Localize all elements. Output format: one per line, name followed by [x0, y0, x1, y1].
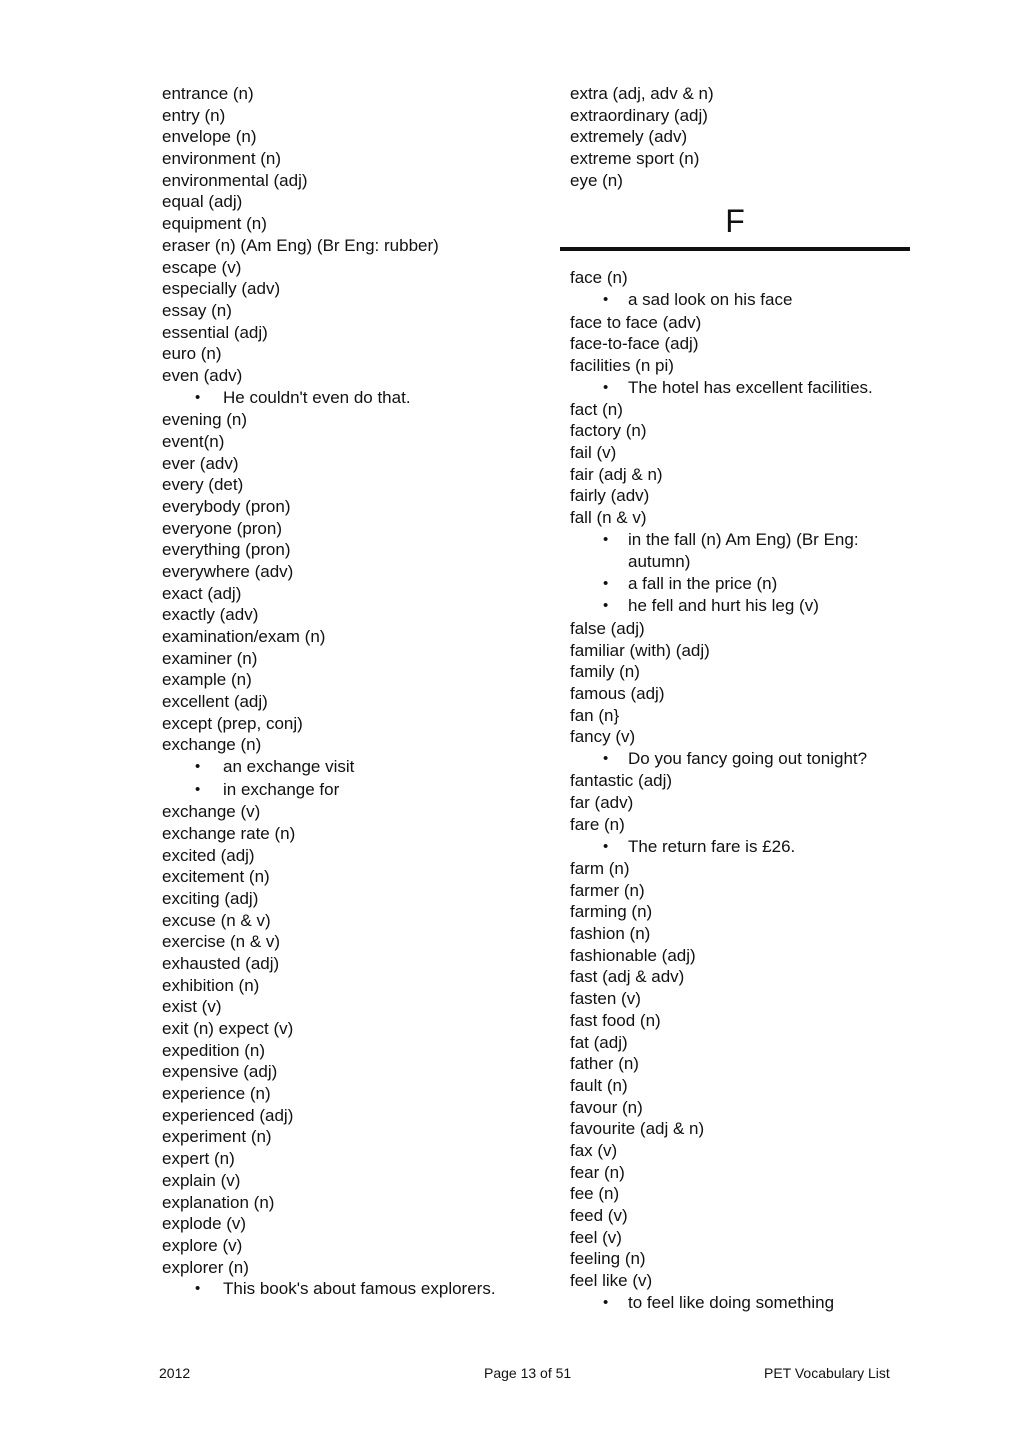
- vocab-entry: face-to-face (adj): [570, 334, 699, 354]
- vocab-entry: environment (n): [162, 149, 282, 169]
- vocab-entry: ever (adv): [162, 453, 239, 473]
- vocab-entry: fee (n): [570, 1184, 620, 1204]
- vocab-entry: everybody (pron): [162, 496, 291, 516]
- vocab-entry: eye (n): [570, 170, 623, 190]
- vocab-entry: extreme sport (n): [570, 149, 700, 169]
- example-sentence: [570, 1292, 915, 1315]
- bullet-icon: •: [195, 758, 201, 776]
- vocab-entry: fancy (v): [570, 727, 636, 747]
- example-sentence: [570, 836, 915, 859]
- bullet-icon: •: [603, 530, 609, 548]
- vocab-entry: explorer (n): [162, 1257, 249, 1277]
- vocab-entry: even (adv): [162, 365, 243, 385]
- example-text: The return fare is £26.: [628, 836, 796, 856]
- vocab-entry: entrance (n): [162, 84, 254, 103]
- example-sentence: [570, 529, 903, 573]
- example-text: Do you fancy going out tonight?: [628, 748, 868, 768]
- vocab-entry: farm (n): [570, 859, 630, 878]
- vocab-entry: explain (v): [162, 1170, 241, 1190]
- vocab-entry: everywhere (adv): [162, 561, 294, 581]
- right-column: [570, 83, 915, 1314]
- example-text: in exchange for: [223, 779, 340, 799]
- vocab-entry: essay (n): [162, 300, 232, 320]
- vocab-entry: equal (adj): [162, 192, 243, 212]
- vocab-entry: fashion (n): [570, 924, 651, 944]
- vocab-entry: exactly (adv): [162, 605, 259, 625]
- vocab-entry: fasten (v): [570, 989, 641, 1009]
- vocab-entry: facilities (n pi): [570, 356, 674, 375]
- vocab-entry: extra (adj, adv & n): [570, 84, 714, 103]
- example-sentence: [570, 595, 915, 618]
- bullet-icon: •: [195, 780, 201, 798]
- vocab-entry: expert (n): [162, 1149, 235, 1169]
- vocab-entry: fair (adj & n): [570, 464, 663, 484]
- vocab-entry: fantastic (adj): [570, 771, 673, 791]
- vocab-entry: exhausted (adj): [162, 953, 280, 973]
- example-sentence: [162, 1278, 542, 1301]
- vocab-entry: face (n): [570, 268, 628, 288]
- section-letter: F: [725, 203, 745, 240]
- example-sentence: [570, 748, 915, 771]
- example-sentence: [570, 573, 915, 596]
- vocab-entry: environmental (adj): [162, 170, 308, 190]
- example-text: to feel like doing something: [628, 1292, 835, 1312]
- vocab-entry: feed (v): [570, 1206, 628, 1225]
- bullet-icon: •: [603, 291, 609, 309]
- vocab-entry: fall (n & v): [570, 508, 647, 528]
- vocab-entry: face to face (adv): [570, 312, 702, 332]
- vocab-entry: favourite (adj & n): [570, 1119, 705, 1139]
- vocab-entry: envelope (n): [162, 127, 257, 147]
- vocab-entry: everyone (pron): [162, 518, 283, 538]
- bullet-icon: •: [603, 597, 609, 615]
- vocab-entry: feel (v): [570, 1227, 622, 1247]
- vocab-entry: fare (n): [570, 814, 625, 834]
- vocab-entry: familiar (with) (adj): [570, 640, 710, 660]
- vocab-entry: father (n): [570, 1054, 639, 1074]
- section-heading: [560, 191, 910, 267]
- vocab-entry: exercise (n & v): [162, 932, 281, 952]
- vocab-entry: entry (n): [162, 105, 226, 125]
- vocab-entry: fashionable (adj): [570, 945, 696, 965]
- vocab-entry: fear (n): [570, 1162, 625, 1182]
- vocab-entry: exciting (adj): [162, 888, 259, 908]
- vocab-entry: factory (n): [570, 421, 647, 441]
- vocab-entry: evening (n): [162, 410, 248, 430]
- bullet-icon: •: [603, 837, 609, 855]
- vocab-entry: expensive (adj): [162, 1062, 278, 1082]
- example-text: The hotel has excellent facilities.: [628, 377, 873, 397]
- vocab-entry: equipment (n): [162, 214, 267, 234]
- left-column: [162, 83, 542, 1301]
- vocab-entry: fairly (adv): [570, 486, 650, 506]
- example-text: He couldn't even do that.: [223, 387, 411, 407]
- vocab-entry: fail (v): [570, 443, 617, 463]
- right-column-top-list: [570, 83, 915, 191]
- vocab-entry: family (n): [570, 662, 640, 682]
- vocab-entry: fax (v): [570, 1140, 618, 1160]
- vocab-entry: fast (adj & adv): [570, 967, 685, 987]
- vocab-entry: fast food (n): [570, 1010, 661, 1030]
- bullet-icon: •: [603, 378, 609, 396]
- vocab-entry: examiner (n): [162, 648, 258, 668]
- vocab-entry: excited (adj): [162, 845, 255, 865]
- vocab-entry: feel like (v): [570, 1271, 653, 1291]
- footer-document-title: PET Vocabulary List: [764, 1365, 890, 1381]
- example-sentence: [570, 289, 915, 312]
- vocab-entry: excellent (adj): [162, 692, 268, 712]
- vocab-entry: fat (adj): [570, 1032, 628, 1052]
- vocab-entry: example (n): [162, 670, 252, 690]
- bullet-icon: •: [603, 1293, 609, 1311]
- example-text: a sad look on his face: [628, 290, 793, 310]
- vocab-entry: famous (adj): [570, 683, 665, 703]
- example-text: he fell and hurt his leg (v): [628, 596, 819, 616]
- vocab-entry: far (adv): [570, 793, 634, 813]
- vocab-entry: explore (v): [162, 1235, 243, 1255]
- bullet-icon: •: [603, 749, 609, 767]
- example-text: This book's about famous explorers.: [223, 1279, 496, 1299]
- vocab-entry: exact (adj): [162, 583, 242, 603]
- vocab-entry: every (det): [162, 475, 244, 495]
- vocab-entry: except (prep, conj): [162, 713, 303, 733]
- vocab-entry: exhibition (n): [162, 975, 260, 995]
- vocab-entry: euro (n): [162, 344, 222, 364]
- vocab-entry: farmer (n): [570, 880, 645, 900]
- vocab-entry: exist (v): [162, 997, 222, 1017]
- vocab-entry: escape (v): [162, 257, 242, 277]
- vocab-entry: fault (n): [570, 1075, 628, 1095]
- vocab-entry: experience (n): [162, 1084, 271, 1104]
- vocab-entry: especially (adv): [162, 279, 281, 299]
- bullet-icon: •: [603, 574, 609, 592]
- bullet-icon: •: [195, 1280, 201, 1298]
- vocab-entry: essential (adj): [162, 322, 268, 342]
- footer-year: 2012: [159, 1365, 191, 1381]
- example-sentence: [162, 387, 542, 410]
- bullet-icon: •: [195, 388, 201, 406]
- example-sentence: [162, 779, 542, 802]
- right-column-bottom-list: [570, 267, 915, 1314]
- vocab-entry: feeling (n): [570, 1249, 646, 1269]
- vocab-entry: everything (pron): [162, 540, 291, 560]
- vocab-entry: extremely (adv): [570, 127, 688, 147]
- vocab-entry: exit (n) expect (v): [162, 1019, 294, 1038]
- vocab-entry: explanation (n): [162, 1192, 275, 1212]
- footer-page-number: Page 13 of 51: [484, 1365, 572, 1381]
- vocab-entry: event(n): [162, 431, 225, 451]
- vocab-entry: experienced (adj): [162, 1105, 294, 1125]
- example-text: a fall in the price (n): [628, 573, 778, 593]
- vocab-entry: explode (v): [162, 1214, 247, 1234]
- example-text: in the fall (n) Am Eng) (Br Eng: autumn): [628, 529, 859, 571]
- vocab-entry: exchange (v): [162, 802, 261, 822]
- vocab-entry: false (adj): [570, 618, 645, 638]
- vocab-entry: farming (n): [570, 902, 653, 922]
- vocab-entry: excuse (n & v): [162, 910, 271, 930]
- vocab-entry: examination/exam (n): [162, 627, 326, 646]
- example-text: an exchange visit: [223, 757, 355, 777]
- vocab-entry: fact (n): [570, 399, 623, 419]
- vocab-entry: experiment (n): [162, 1127, 272, 1147]
- vocab-entry: excitement (n): [162, 867, 270, 887]
- vocab-entry: exchange rate (n): [162, 823, 296, 843]
- vocab-entry: fan (n}: [570, 705, 620, 725]
- vocab-entry: eraser (n) (Am Eng) (Br Eng: rubber): [162, 235, 439, 255]
- example-sentence: [570, 377, 903, 399]
- vocab-entry: expedition (n): [162, 1040, 266, 1060]
- vocab-entry: exchange (n): [162, 735, 262, 755]
- section-rule: [560, 247, 910, 251]
- vocab-entry: extraordinary (adj): [570, 105, 708, 125]
- vocab-entry: favour (n): [570, 1097, 643, 1117]
- example-sentence: [162, 756, 542, 779]
